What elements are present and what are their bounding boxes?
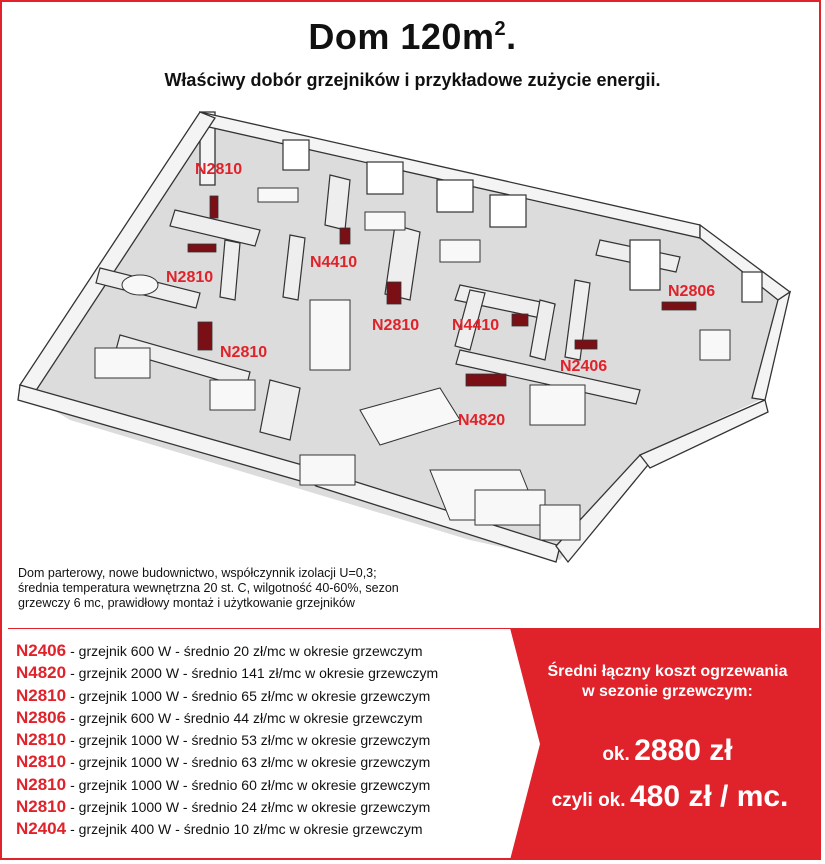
- plan-label: N4410: [452, 317, 500, 334]
- heater-n2810-3: [198, 322, 212, 350]
- heater-row: [16, 818, 516, 840]
- description-line: grzewczy 6 mc, prawidłowy montaż i użytkowanie grzejników: [18, 596, 355, 610]
- heater-code: N2810: [16, 797, 67, 817]
- monthly-value: 480 zł / mc.: [629, 780, 789, 813]
- total-prefix: ok.: [602, 744, 630, 765]
- heater-n2810-1: [210, 196, 218, 218]
- heater-code: N2406: [16, 641, 67, 660]
- plan-label: N4410: [310, 254, 358, 271]
- plan-label: N2806: [668, 283, 716, 300]
- heater-row: [16, 729, 516, 751]
- plan-label: N2810: [166, 269, 214, 286]
- heater-code: N2806: [16, 707, 67, 727]
- plan-label: N2810: [372, 317, 420, 334]
- heater-code: N2810: [16, 685, 67, 705]
- plan-label: N2810: [195, 161, 243, 178]
- heater-code: N2810: [16, 730, 67, 750]
- summary-line: Średni łączny koszt ogrzewania: [547, 663, 788, 680]
- heater-n4820: [466, 374, 506, 386]
- heater-row: [16, 707, 516, 729]
- heater-n2810-4: [387, 282, 401, 304]
- heater-code: N2810: [16, 774, 67, 794]
- heater-n4410-2: [512, 314, 528, 326]
- summary-line: w sezonie grzewczym:: [582, 683, 753, 700]
- monthly-prefix: czyli ok.: [551, 790, 626, 811]
- page-title: Dom $120m^2$.: [308, 16, 517, 57]
- heater-desc: - grzejnik 1000 W - średnio 53 zł/mc w okresie grzewczym: [70, 732, 431, 749]
- heater-desc: - grzejnik 1000 W - średnio 65 zł/mc w okresie grzewczym: [70, 687, 431, 704]
- heater-desc: - grzejnik 1000 W - średnio 63 zł/mc w okresie grzewczym: [70, 754, 431, 771]
- heater-n4410-1: [340, 228, 350, 244]
- house-floor-plan: [0, 96, 825, 566]
- house-description: [18, 566, 498, 611]
- heater-desc: - grzejnik 1000 W - średnio 24 zł/mc w okresie grzewczym: [70, 799, 431, 816]
- plan-label: N4820: [458, 412, 506, 429]
- plan-label: N2810: [220, 344, 268, 361]
- heater-n2810-2: [188, 244, 216, 252]
- heater-desc: - grzejnik 2000 W - średnio 141 zł/mc w okresie grzewczym: [70, 665, 439, 682]
- page-subtitle: Właściwy dobór grzejników i przykładowe zużycie energii.: [164, 70, 661, 90]
- heater-desc: - grzejnik 400 W - średnio 10 zł/mc w okresie grzewczym: [70, 821, 423, 838]
- heater-code: N2404: [16, 819, 67, 839]
- heater-desc: - grzejnik 600 W - średnio 44 zł/mc w okresie grzewczym: [70, 709, 423, 726]
- section-divider: [8, 628, 518, 629]
- heater-code: N2810: [16, 752, 67, 772]
- heater-row: [16, 685, 516, 707]
- total-cost: [530, 734, 805, 768]
- summary-heading: [530, 662, 805, 702]
- description-line: Dom parterowy, nowe budownictwo, współczynnik izolacji U=0,3;: [18, 566, 377, 580]
- heater-desc: - grzejnik 1000 W - średnio 60 zł/mc w okresie grzewczym: [70, 776, 431, 793]
- heater-row: [16, 662, 516, 684]
- heater-code: N4820: [16, 663, 67, 683]
- heater-desc: - grzejnik 600 W - średnio 20 zł/mc w okresie grzewczym: [70, 643, 423, 659]
- heater-row: [16, 774, 516, 796]
- total-value: 2880 zł: [634, 734, 733, 767]
- heater-row: [16, 640, 516, 662]
- heater-list: [16, 640, 516, 841]
- description-line: średnia temperatura wewnętrzna 20 st. C, wilgotność 40-60%, sezon: [18, 581, 399, 595]
- heater-n2806: [662, 302, 696, 310]
- monthly-cost: [525, 780, 815, 814]
- heater-n2406: [575, 340, 597, 349]
- heater-row: [16, 751, 516, 773]
- heater-row: [16, 796, 516, 818]
- plan-label: N2406: [560, 358, 608, 375]
